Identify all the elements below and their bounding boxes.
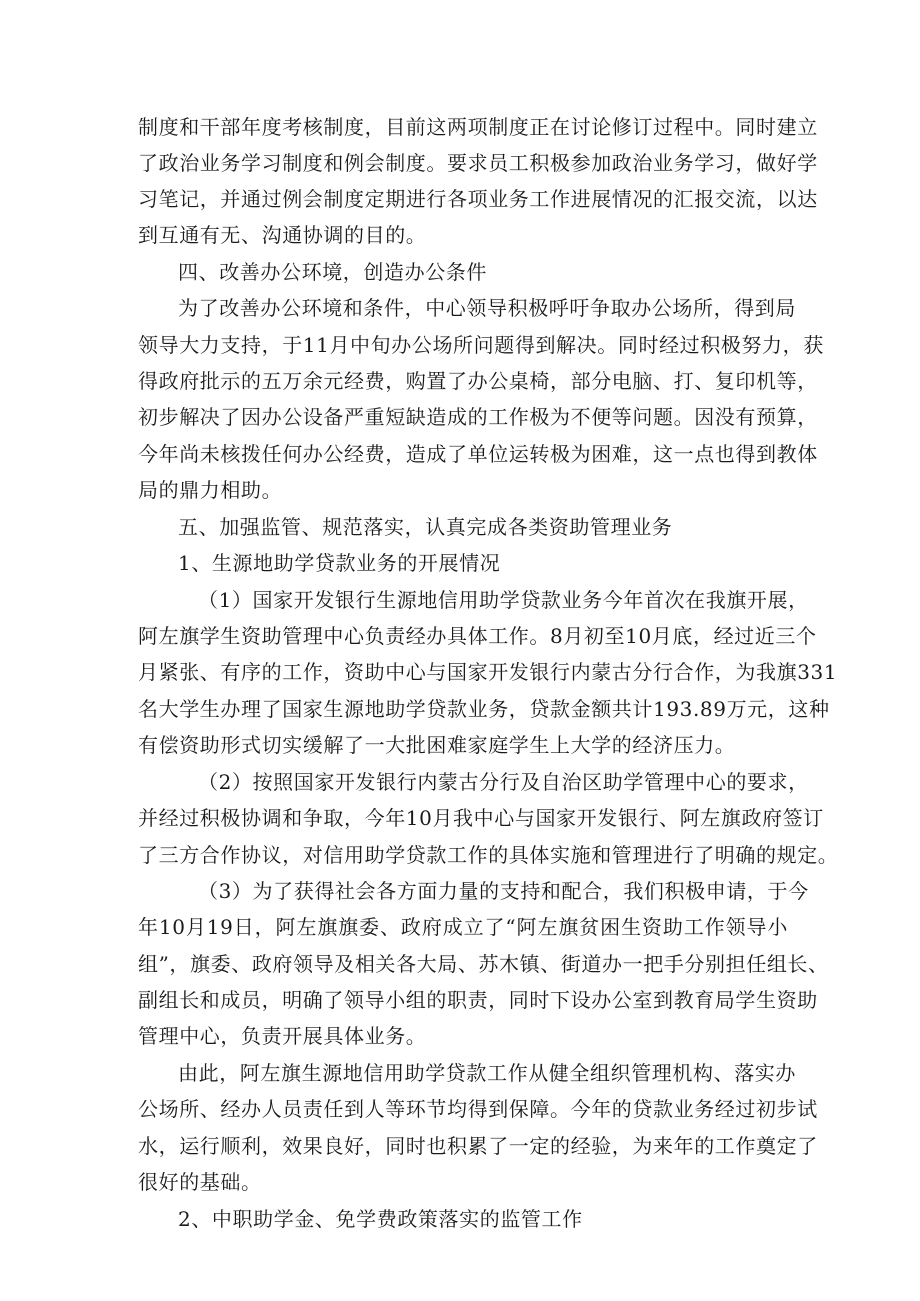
section-heading: 四、改善办公环境，创造办公条件 <box>178 260 487 284</box>
section-heading: 五、加强监管、规范落实，认真完成各类资助管理业务 <box>178 515 673 539</box>
text-line: 并经过积极协调和争取，今年10月我中心与国家开发银行、阿左旗政府签订 <box>138 806 824 830</box>
text-line: 到互通有无、沟通协调的目的。 <box>138 223 427 247</box>
text-line: 为了改善办公环境和条件，中心领导积极呼吁争取办公场所，得到局 <box>178 296 796 320</box>
text-line: 组”，旗委、政府领导及相关各大局、苏木镇、街道办一把手分别担任组长、 <box>138 952 829 976</box>
text-line: 阿左旗学生资助管理中心负责经办具体工作。8月初至10月底，经过近三个 <box>138 624 817 648</box>
text-line: （1）国家开发银行生源地信用助学贷款业务今年首次在我旗开展， <box>198 588 809 612</box>
text-line: 副组长和成员，明确了领导小组的职责，同时下设办公室到教育局学生资助 <box>138 988 818 1012</box>
text-line: 习笔记，并通过例会制度定期进行各项业务工作进展情况的汇报交流，以达 <box>138 187 818 211</box>
text-line: 月紧张、有序的工作，资助中心与国家开发银行内蒙古分行合作，为我旗331 <box>138 660 838 684</box>
text-line: 管理中心，负责开展具体业务。 <box>138 1024 427 1048</box>
text-line: 局的鼎力相助。 <box>138 478 283 502</box>
text-line: 有偿资助形式切实缓解了一大批困难家庭学生上大学的经济压力。 <box>138 733 736 757</box>
text-line: （2）按照国家开发银行内蒙古分行及自治区助学管理中心的要求， <box>198 770 809 794</box>
text-line: 领导大力支持，于11月中旬办公场所问题得到解决。同时经过积极努力，获 <box>138 333 824 357</box>
text-line: 了政治业务学习制度和例会制度。要求员工积极参加政治业务学习，做好学 <box>138 151 818 175</box>
text-line: 了三方合作协议，对信用助学贷款工作的具体实施和管理进行了明确的规定。 <box>138 843 839 867</box>
text-line: 由此，阿左旗生源地信用助学贷款工作从健全组织管理机构、落实办 <box>178 1061 796 1085</box>
subsection-heading: 2、中职助学金、免学费政策落实的监管工作 <box>178 1207 583 1231</box>
text-line: 得政府批示的五万余元经费，购置了办公桌椅，部分电脑、打、复印机等， <box>138 369 818 393</box>
text-line: 年10月19日，阿左旗旗委、政府成立了“阿左旗贫困生资助工作领导小 <box>138 915 788 939</box>
text-line: 公场所、经办人员责任到人等环节均得到保障。今年的贷款业务经过初步试 <box>138 1097 818 1121</box>
text-line: 今年尚未核拨任何办公经费，造成了单位运转极为困难，这一点也得到教体 <box>138 442 818 466</box>
text-line: 很好的基础。 <box>138 1170 262 1194</box>
text-line: 名大学生办理了国家生源地助学贷款业务，贷款金额共计193.89万元，这种 <box>138 697 830 721</box>
text-line: 制度和干部年度考核制度，目前这两项制度正在讨论修订过程中。同时建立 <box>138 115 818 139</box>
text-line: （3）为了获得社会各方面力量的支持和配合，我们积极申请，于今 <box>198 879 809 903</box>
text-line: 水，运行顺利，效果良好，同时也积累了一定的经验，为来年的工作奠定了 <box>138 1134 818 1158</box>
subsection-heading: 1、生源地助学贷款业务的开展情况 <box>178 551 501 575</box>
text-line: 初步解决了因办公设备严重短缺造成的工作极为不便等问题。因没有预算， <box>138 405 818 429</box>
